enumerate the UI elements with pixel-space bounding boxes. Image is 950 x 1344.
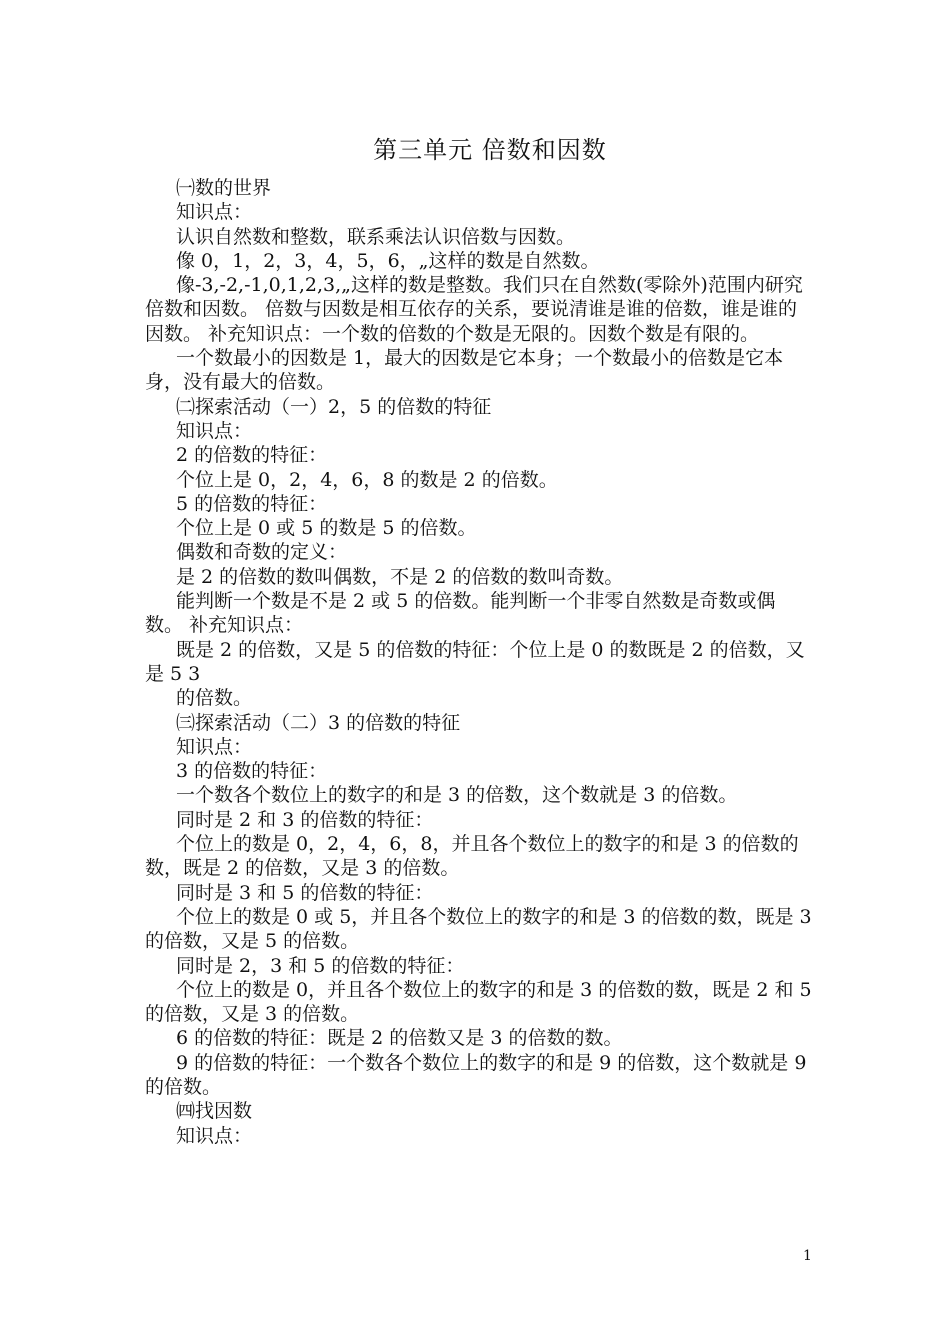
knowledge-point-label: 知识点： — [176, 419, 253, 442]
paragraph: 一个数各个数位上的数字的和是 3 的倍数，这个数就是 3 的倍数。 — [176, 784, 738, 807]
paragraph: 同时是 3 和 5 的倍数的特征： — [176, 881, 434, 904]
paragraph: 像-3,-2,-1,0,1,2,3,„这样的数是整数。我们只在自然数(零除外)范围内研究倍数和因数。 倍数与因数是相互依存的关系，要说清谁是谁的倍数，谁是谁的因数。 补充知识点：一个数的倍数的个数是无限的。因数个数是有限的。 — [145, 274, 803, 345]
paragraph: 像 0，1，2，3，4，5，6，„这样的数是自然数。 — [176, 249, 600, 272]
paragraph: 个位上的数是 0 或 5，并且各个数位上的数字的和是 3 的倍数的数，既是 3 的倍数，又是 5 的倍数。 — [145, 905, 812, 953]
paragraph: 个位上的数是 0，2，4，6，8，并且各个数位上的数字的和是 3 的倍数的数，既是 2 的倍数，又是 3 的倍数。 — [145, 833, 799, 880]
paragraph: 3 的倍数的特征： — [176, 760, 328, 783]
knowledge-point-label: 知识点： — [176, 735, 253, 758]
section-heading-3: ㈢探索活动（二）3 的倍数的特征 — [176, 711, 461, 734]
paragraph: 个位上的数是 0，并且各个数位上的数字的和是 3 的倍数的数，既是 2 和 5 的倍数，又是 3 的倍数。 — [145, 978, 812, 1026]
paragraph: 既是 2 的倍数，又是 5 的倍数的特征：个位上是 0 的数既是 2 的倍数，又是 5 3 — [145, 638, 805, 685]
section-heading-4: ㈣找因数 — [176, 1100, 253, 1123]
section-heading-1: ㈠数的世界 — [176, 177, 272, 199]
paragraph: 偶数和奇数的定义： — [176, 541, 348, 564]
page-title: 第三单元 倍数和因数 — [373, 136, 607, 164]
paragraph: 个位上是 0 或 5 的数是 5 的倍数。 — [176, 517, 477, 540]
paragraph: 一个数最小的因数是 1，最大的因数是它本身；一个数最小的倍数是它本身，没有最大的倍数。 — [145, 347, 784, 394]
paragraph: 同时是 2，3 和 5 的倍数的特征： — [176, 954, 465, 977]
paragraph: 同时是 2 和 3 的倍数的特征： — [176, 808, 434, 831]
document-body — [145, 176, 813, 1148]
paragraph: 个位上是 0，2，4，6，8 的数是 2 的倍数。 — [176, 468, 558, 491]
paragraph: 是 2 的倍数的数叫偶数，不是 2 的倍数的数叫奇数。 — [176, 565, 624, 588]
paragraph: 能判断一个数是不是 2 或 5 的倍数。能判断一个非零自然数是奇数或偶数。 补充知识点： — [145, 590, 776, 637]
knowledge-point-label: 知识点： — [176, 201, 253, 224]
paragraph: 6 的倍数的特征：既是 2 的倍数又是 3 的倍数的数。 — [176, 1027, 623, 1050]
knowledge-point-label: 知识点： — [176, 1124, 253, 1147]
paragraph: 2 的倍数的特征： — [176, 444, 328, 467]
paragraph: 9 的倍数的特征：一个数各个数位上的数字的和是 9 的倍数，这个数就是 9 的倍数。 — [145, 1051, 807, 1098]
paragraph: 5 的倍数的特征： — [176, 492, 328, 515]
page-number: 1 — [803, 1248, 812, 1264]
paragraph: 认识自然数和整数，联系乘法认识倍数与因数。 — [176, 225, 576, 248]
section-heading-2: ㈡探索活动（一）2，5 的倍数的特征 — [176, 395, 492, 418]
paragraph: 的倍数。 — [176, 687, 253, 710]
